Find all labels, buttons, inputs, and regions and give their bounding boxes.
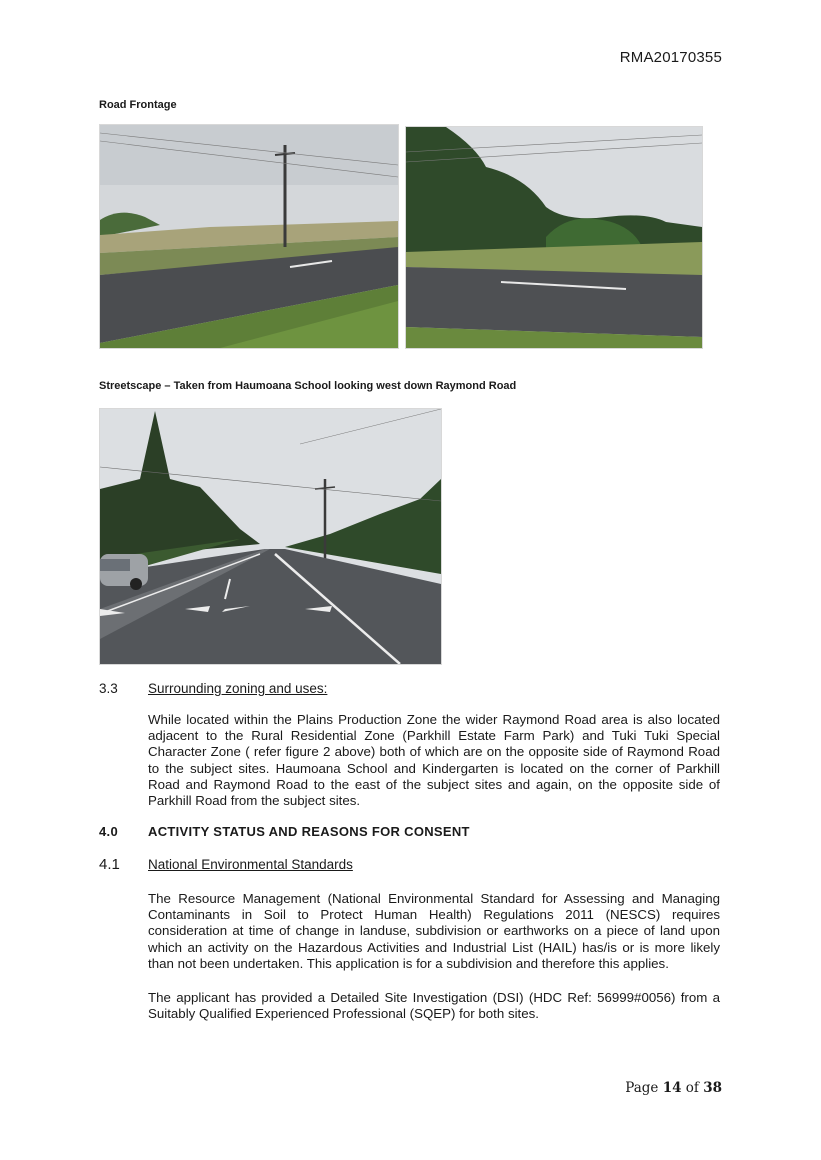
page-word: Page: [625, 1080, 659, 1096]
section-3-3-body: While located within the Plains Production Zone the wider Raymond Road area is also located adjacent to the Rural Residential Zone (Parkhill Estate Farm Park) and Tuki Tuki Special Character Zone ( refer figure 2 above) both of which are on the opposite side of Raymond Road to the subject sites. Haumoana School and Kindergarten is located on the corner of Parkhill Road and Raymond Road to the east of the subject sites and again, on the opposite side of Parkhill Road from the subject sites.: [148, 712, 720, 809]
road-frontage-photo-left: [99, 124, 399, 349]
section-4-1-paragraph-1: The Resource Management (National Environmental Standard for Assessing and Managing Contaminants in Soil to Protect Human Health) Regulations 2011 (NESCS) requires consideration at time of change in landuse, subdivision or earthworks on a piece of land upon which an activity on the Hazardous Activities and Industrial List (HAIL) has/is or is more likely than not been undertaken. This application is for a subdivision and therefore this applies.: [148, 891, 720, 971]
section-4-0-title: ACTIVITY STATUS AND REASONS FOR CONSENT: [148, 824, 470, 839]
of-word: of: [685, 1080, 699, 1096]
document-reference: RMA20170355: [619, 49, 722, 66]
section-3-3-number: 3.3: [99, 681, 118, 696]
road-frontage-caption: Road Frontage: [99, 99, 177, 111]
section-4-1-title: National Environmental Standards: [148, 857, 353, 872]
section-3-3-title: Surrounding zoning and uses:: [148, 681, 328, 696]
total-pages: 38: [703, 1080, 722, 1096]
streetscape-photo: [99, 408, 442, 665]
section-4-1-paragraph-2: The applicant has provided a Detailed Site Investigation (DSI) (HDC Ref: 56999#0056) from a Suitably Qualified Experienced Professional (SQEP) for both sites.: [148, 990, 720, 1022]
section-4-0-number: 4.0: [99, 824, 118, 839]
streetscape-caption: Streetscape – Taken from Haumoana School looking west down Raymond Road: [99, 380, 517, 392]
road-frontage-photo-right: [405, 126, 703, 349]
page-number: 14: [662, 1080, 682, 1096]
section-4-1-number: 4.1: [99, 856, 120, 873]
page-footer: [625, 1080, 722, 1096]
